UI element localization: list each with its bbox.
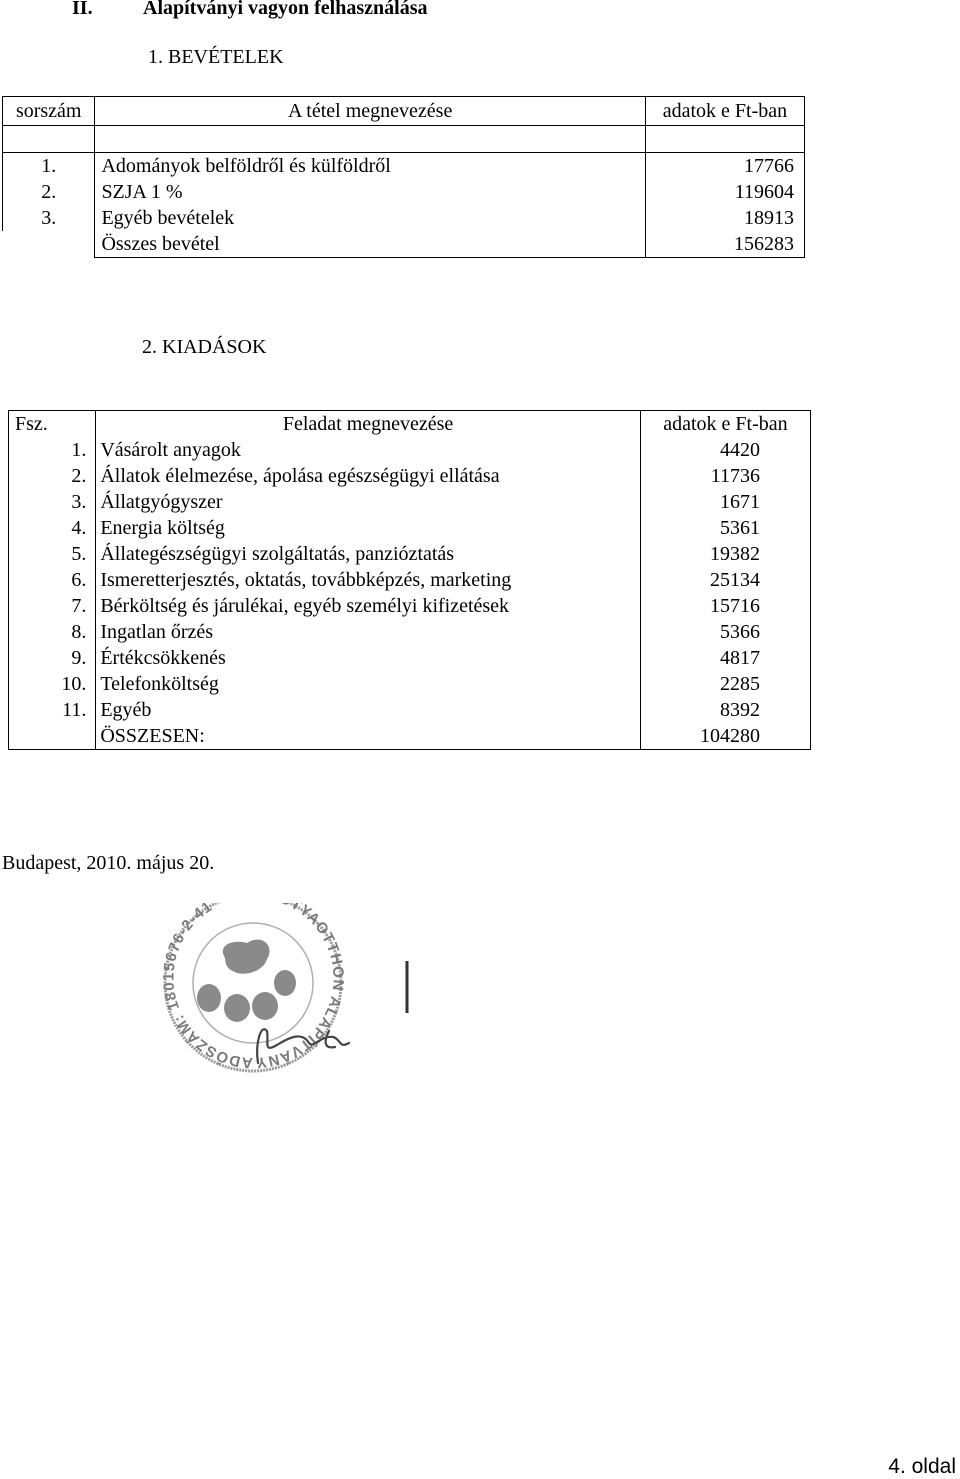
income-row-name: SZJA 1 % (95, 179, 645, 205)
stamp-ring-text: ADÓSZÁM: 18015676-2-41 TYAOTTHON ALAPÍTVÁNY (160, 903, 347, 1072)
income-row-name: Adományok belföldről és külföldről (95, 153, 645, 180)
expense-row-name: Értékcsökkenés (96, 645, 640, 671)
expense-row-value: 4817 (640, 645, 810, 671)
income-blank-row (3, 126, 805, 153)
income-row-value: 119604 (645, 179, 804, 205)
place-and-date: Budapest, 2010. május 20. (2, 852, 215, 874)
table-row (9, 515, 811, 541)
expense-row-value: 1671 (640, 489, 810, 515)
paw-print-icon (197, 940, 296, 1022)
expense-row-name: Ismeretterjesztés, oktatás, továbbképzés, marketing (96, 567, 640, 593)
income-total-label: Összes bevétel (95, 231, 645, 258)
income-total-value: 156283 (645, 231, 804, 258)
income-row-num: 1. (3, 153, 95, 180)
expenses-total-value: 104280 (640, 723, 810, 750)
table-row (3, 179, 805, 205)
expense-row-value: 5366 (640, 619, 810, 645)
table-row (3, 153, 805, 180)
income-row-name: Egyéb bevételek (95, 205, 645, 231)
expense-row-name: Ingatlan őrzés (96, 619, 640, 645)
expense-row-num: 6. (9, 567, 96, 593)
income-header-row (3, 97, 805, 126)
expense-row-num: 4. (9, 515, 96, 541)
table-row (9, 645, 811, 671)
income-row-num: 2. (3, 179, 95, 205)
expenses-col-name-header: Feladat megnevezése (96, 411, 640, 438)
table-row (9, 489, 811, 515)
income-row-value: 17766 (645, 153, 804, 180)
expense-row-name: Bérköltség és járulékai, egyéb személyi kifizetések (96, 593, 640, 619)
expense-row-value: 11736 (640, 463, 810, 489)
expense-row-value: 8392 (640, 697, 810, 723)
expense-row-num: 8. (9, 619, 96, 645)
expense-row-value: 19382 (640, 541, 810, 567)
expense-row-value: 2285 (640, 671, 810, 697)
table-row (9, 593, 811, 619)
expense-row-num: 2. (9, 463, 96, 489)
table-row (9, 567, 811, 593)
table-row (9, 541, 811, 567)
expenses-section-title: 2. KIADÁSOK (142, 336, 267, 358)
expenses-total-label: ÖSSZESEN: (96, 723, 640, 750)
expense-row-num: 11. (9, 697, 96, 723)
expense-row-num: 9. (9, 645, 96, 671)
expense-row-name: Állatok élelmezése, ápolása egészségügyi ellátása (96, 463, 640, 489)
table-row (9, 463, 811, 489)
table-row (9, 437, 811, 463)
income-col-name-header: A tétel megnevezése (95, 97, 645, 126)
stamp-seal (143, 903, 413, 1073)
expense-row-name: Telefonköltség (96, 671, 640, 697)
expense-row-num: 3. (9, 489, 96, 515)
table-row (9, 619, 811, 645)
expenses-table (8, 410, 811, 750)
expense-row-value: 15716 (640, 593, 810, 619)
expense-row-value: 5361 (640, 515, 810, 541)
expense-row-num: 1. (9, 437, 96, 463)
expense-row-num: 5. (9, 541, 96, 567)
expense-row-name: Egyéb (96, 697, 640, 723)
table-row (9, 671, 811, 697)
expense-row-name: Állategészségügyi szolgáltatás, panzióztatás (96, 541, 640, 567)
table-row (3, 205, 805, 231)
income-row-num: 3. (3, 205, 95, 231)
expense-row-value: 25134 (640, 567, 810, 593)
expense-row-name: Vásárolt anyagok (96, 437, 640, 463)
expense-row-name: Energia költség (96, 515, 640, 541)
income-row-value: 18913 (645, 205, 804, 231)
expenses-col-value-header: adatok e Ft-ban (640, 411, 810, 438)
income-col-num-header: sorszám (3, 97, 95, 126)
expenses-col-num-header: Fsz. (9, 411, 96, 438)
stamp-and-signature (143, 903, 413, 1073)
expenses-header-row (9, 411, 811, 438)
table-row (9, 697, 811, 723)
income-table (2, 96, 805, 258)
income-col-value-header: adatok e Ft-ban (645, 97, 804, 126)
chapter-number: II. (72, 0, 93, 19)
expenses-total-row (9, 723, 811, 750)
expense-row-num: 10. (9, 671, 96, 697)
income-section-title: 1. BEVÉTELEK (148, 46, 284, 68)
page-number: 4. oldal (888, 1455, 956, 1478)
expense-row-num: 7. (9, 593, 96, 619)
expense-row-name: Állatgyógyszer (96, 489, 640, 515)
expense-row-value: 4420 (640, 437, 810, 463)
chapter-title: Alapítványi vagyon felhasználása (143, 0, 428, 19)
income-total-row (3, 231, 805, 258)
